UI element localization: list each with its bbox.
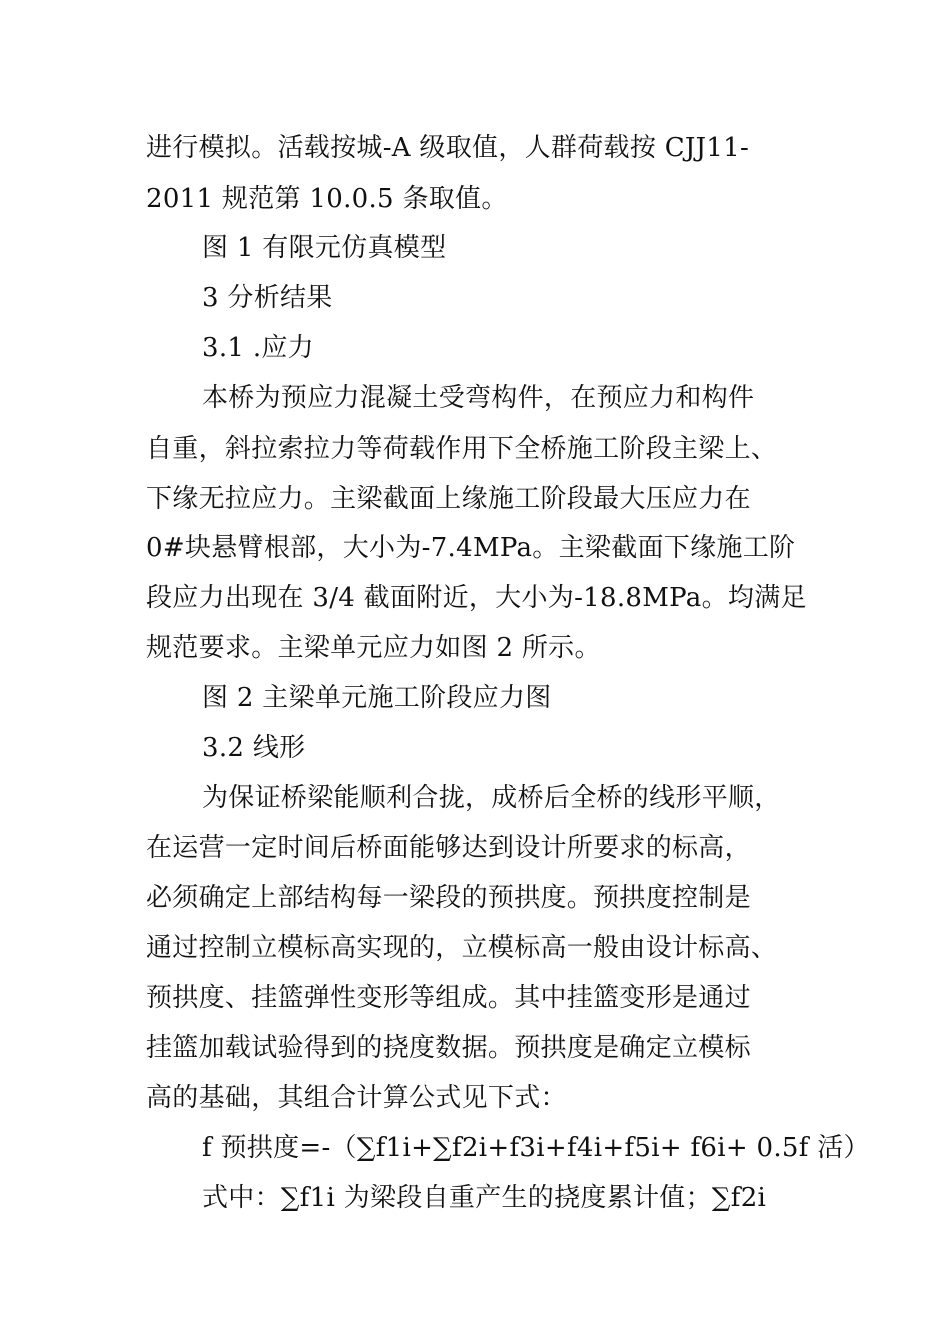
section-heading: 3 分析结果 [202, 283, 333, 313]
paragraph-line: 通过控制立模标高实现的，立模标高一般由设计标高、 [146, 933, 778, 963]
text-line: 进行模拟。活载按城-A 级取值，人群荷载按 CJJ11- [146, 133, 750, 163]
paragraph-line: 段应力出现在 3/4 截面附近，大小为-18.8MPa。均满足 [146, 583, 807, 613]
figure-caption: 图 2 主梁单元施工阶段应力图 [202, 683, 552, 713]
figure-caption: 图 1 有限元仿真模型 [202, 233, 447, 263]
text-line: 2011 规范第 10.0.5 条取值。 [146, 184, 508, 214]
paragraph-line: 在运营一定时间后桥面能够达到设计所要求的标高， [146, 833, 751, 863]
paragraph-line: 规范要求。主梁单元应力如图 2 所示。 [146, 633, 601, 663]
subsection-heading: 3.2 线形 [202, 733, 306, 763]
paragraph-line: 必须确定上部结构每一梁段的预拱度。预拱度控制是 [146, 883, 751, 913]
paragraph-line: 为保证桥梁能顺利合拢，成桥后全桥的线形平顺， [202, 783, 781, 813]
paragraph-line: 高的基础，其组合计算公式见下式： [146, 1083, 567, 1113]
paragraph-line: 预拱度、挂篮弹性变形等组成。其中挂篮变形是通过 [146, 983, 751, 1013]
paragraph-line: 0#块悬臂根部，大小为-7.4MPa。主梁截面下缘施工阶 [146, 533, 796, 563]
subsection-heading: 3.1 .应力 [202, 333, 314, 363]
formula-line: f 预拱度=-（∑f1i+∑f2i+f3i+f4i+f5i+ f6i+ 0.5f 活） [202, 1133, 870, 1163]
paragraph-line: 式中：∑f1i 为梁段自重产生的挠度累计值；∑f2i [202, 1183, 767, 1213]
paragraph-line: 自重，斜拉索拉力等荷载作用下全桥施工阶段主梁上、 [146, 434, 778, 464]
paragraph-line: 本桥为预应力混凝土受弯构件，在预应力和构件 [202, 383, 755, 413]
paragraph-line: 挂篮加载试验得到的挠度数据。预拱度是确定立模标 [146, 1033, 751, 1063]
paragraph-line: 下缘无拉应力。主梁截面上缘施工阶段最大压应力在 [146, 484, 751, 514]
